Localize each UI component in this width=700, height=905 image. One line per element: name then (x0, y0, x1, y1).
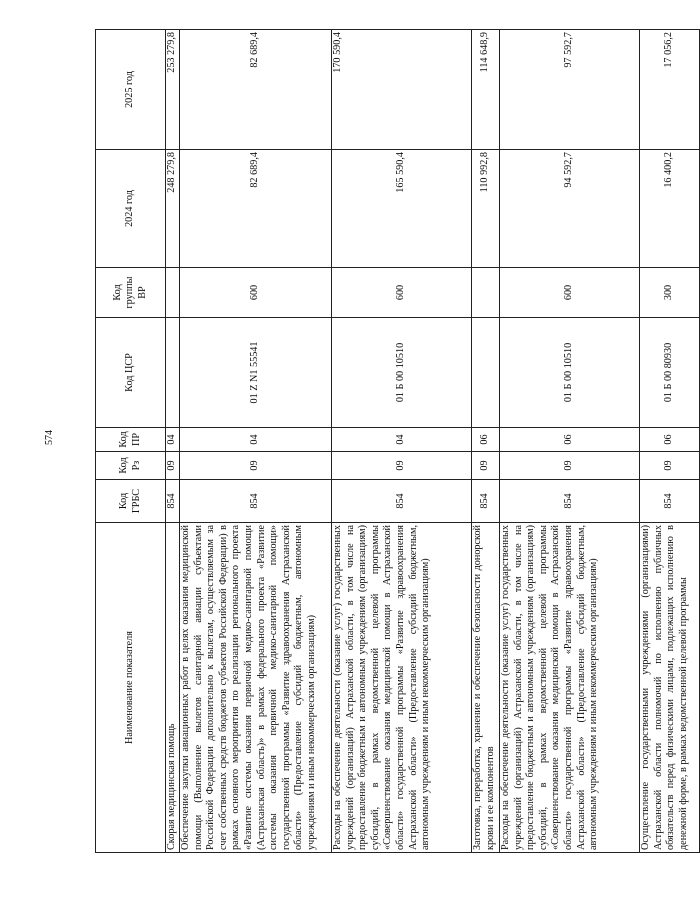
row-2024: 82 689,4 (180, 150, 332, 268)
row-2024: 165 590,4 (332, 150, 472, 268)
budget-table-sheet (95, 30, 689, 853)
row-grbs: 854 (500, 480, 640, 523)
row-name: Осуществление государственными учреждениями (организациями) Астраханской области полномочий по исполнению публичных обязательств перед физическими лицами, подлежащих исполнению в денежной форме, в рамках ведомственной целевой программы (640, 523, 700, 853)
row-vr: 600 (332, 268, 472, 318)
row-name: Скорая медицинская помощь (166, 523, 180, 853)
header-pr: Код ПР (96, 428, 166, 452)
row-pr: 04 (166, 428, 180, 452)
row-pr: 06 (500, 428, 640, 452)
row-grbs: 854 (472, 480, 500, 523)
row-vr: 600 (180, 268, 332, 318)
header-rz: Код Рз (96, 452, 166, 480)
row-pr: 06 (472, 428, 500, 452)
row-grbs: 854 (332, 480, 472, 523)
header-name: Наименование показателя (96, 523, 166, 853)
row-grbs: 854 (640, 480, 700, 523)
row-csr: 01 Б 00 10510 (500, 318, 640, 428)
row-vr: 300 (640, 268, 700, 318)
budget-table (95, 29, 700, 853)
table-row (500, 30, 640, 853)
page-number: 574 (44, 430, 55, 445)
row-csr (472, 318, 500, 428)
header-2025: 2025 год (96, 30, 166, 150)
row-csr: 01 Z N1 55541 (180, 318, 332, 428)
table-row (640, 30, 700, 853)
table-row (472, 30, 500, 853)
table-header-row (96, 30, 166, 853)
row-name: Обеспечение закупки авиационных работ в целях оказания медицинской помощи (Выполнение вылетов санитарной авиации субъектами Российской Федерации дополнительно к вылетам, осуществляемым за счет собственных средств бюджетов субъектов Российской Федерации) в рамках основного мероприятия по реализации регионального проекта «Развитие системы оказания первичной медико-санитарной помощи (Астраханская область)» в рамках федерального проекта «Развитие системы оказания первичной медико-санитарной помощи» государственной программы «Развитие здравоохранения Астраханской области» (Предоставление субсидий бюджетным, автономным учреждениям и иным некоммерческим организациям) (180, 523, 332, 853)
row-rz: 09 (180, 452, 332, 480)
row-name: Заготовка, переработка, хранение и обеспечение безопасности донорской крови и ее компонентов (472, 523, 500, 853)
row-pr: 04 (180, 428, 332, 452)
row-2025: 170 590,4 (332, 30, 472, 150)
row-csr (166, 318, 180, 428)
row-rz: 09 (166, 452, 180, 480)
row-2025: 17 056,2 (640, 30, 700, 150)
row-vr: 600 (500, 268, 640, 318)
row-rz: 09 (332, 452, 472, 480)
row-pr: 06 (640, 428, 700, 452)
row-csr: 01 Б 00 10510 (332, 318, 472, 428)
row-pr: 04 (332, 428, 472, 452)
row-2025: 82 689,4 (180, 30, 332, 150)
row-rz: 09 (640, 452, 700, 480)
row-2024: 248 279,8 (166, 150, 180, 268)
row-2025: 253 279,8 (166, 30, 180, 150)
row-rz: 09 (500, 452, 640, 480)
row-vr (472, 268, 500, 318)
row-2025: 114 648,9 (472, 30, 500, 150)
table-row (166, 30, 180, 853)
header-csr: Код ЦСР (96, 318, 166, 428)
row-2024: 16 400,2 (640, 150, 700, 268)
row-name: Расходы на обеспечение деятельности (оказание услуг) государственных учреждений (организаций) Астраханской области, в том числе на предоставление бюджетным и автономным учреждениям (организациям) субсидий, в рамках ведомственной целевой программы «Совершенствование оказания медицинской помощи в Астраханской области» государственной программы «Развитие здравоохранения Астраханской области» (Предоставление субсидий бюджетным, автономным учреждениям и иным некоммерческим организациям) (500, 523, 640, 853)
header-grbs: Код ГРБС (96, 480, 166, 523)
row-rz: 09 (472, 452, 500, 480)
table-row (332, 30, 472, 853)
row-2024: 94 592,7 (500, 150, 640, 268)
header-2024: 2024 год (96, 150, 166, 268)
row-2024: 110 992,8 (472, 150, 500, 268)
row-name: Расходы на обеспечение деятельности (оказание услуг) государственных учреждений (организаций) Астраханской области, в том числе на предоставление бюджетным и автономным учреждениям (организациям) субсидий, в рамках ведомственной целевой программы «Совершенствование оказания медицинской помощи в Астраханской области» государственной программы «Развитие здравоохранения Астраханской области» (Предоставление субсидий бюджетным, автономным учреждениям и иным некоммерческим организациям) (332, 523, 472, 853)
row-grbs: 854 (166, 480, 180, 523)
header-vr: Код группы ВР (96, 268, 166, 318)
row-2025: 97 592,7 (500, 30, 640, 150)
row-grbs: 854 (180, 480, 332, 523)
row-vr (166, 268, 180, 318)
table-row (180, 30, 332, 853)
row-csr: 01 Б 00 80930 (640, 318, 700, 428)
